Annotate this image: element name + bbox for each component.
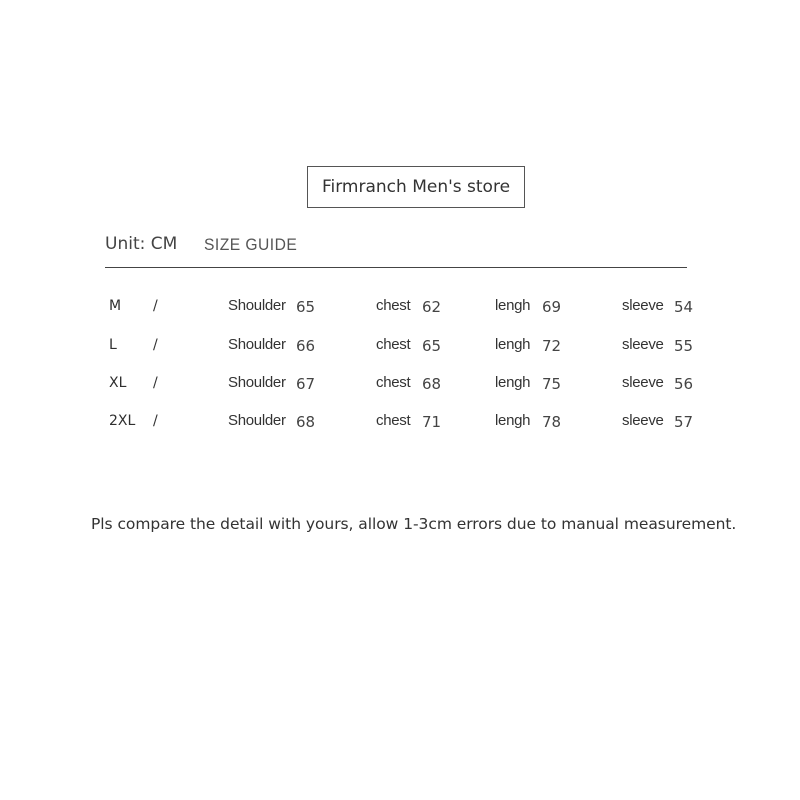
unit-label: Unit: CM: [105, 234, 178, 254]
length-value: 78: [542, 413, 562, 431]
length-value: 69: [542, 298, 562, 316]
size-name: 2XL: [109, 413, 136, 429]
chest-value: 65: [422, 337, 442, 355]
sleeve-label: sleeve: [622, 374, 664, 391]
chest-label: chest: [376, 374, 411, 391]
separator-slash: /: [153, 298, 158, 314]
measurement-note: Pls compare the detail with yours, allow 1-3cm errors due to manual measurement.: [91, 515, 737, 533]
chest-value: 62: [422, 298, 442, 316]
header-divider: [105, 267, 687, 268]
length-label: lengh: [495, 336, 531, 353]
sleeve-value: 55: [674, 337, 694, 355]
chest-label: chest: [376, 412, 411, 429]
separator-slash: /: [153, 337, 158, 353]
shoulder-value: 68: [296, 413, 316, 431]
shoulder-label: Shoulder: [228, 297, 286, 314]
shoulder-label: Shoulder: [228, 412, 286, 429]
separator-slash: /: [153, 413, 158, 429]
sleeve-label: sleeve: [622, 336, 664, 353]
chest-label: chest: [376, 336, 411, 353]
size-guide-title: SIZE GUIDE: [204, 235, 298, 254]
size-name: M: [109, 298, 122, 314]
size-row-l: [0, 333, 800, 357]
shoulder-label: Shoulder: [228, 374, 286, 391]
sleeve-label: sleeve: [622, 412, 664, 429]
shoulder-label: Shoulder: [228, 336, 286, 353]
size-row-m: [0, 294, 800, 318]
store-name-box: [307, 166, 525, 208]
separator-slash: /: [153, 375, 158, 391]
chest-value: 71: [422, 413, 442, 431]
length-label: lengh: [495, 374, 531, 391]
shoulder-value: 65: [296, 298, 316, 316]
size-name: L: [109, 337, 117, 353]
sleeve-value: 57: [674, 413, 694, 431]
size-row-2xl: [0, 409, 800, 433]
length-value: 75: [542, 375, 562, 393]
sleeve-value: 56: [674, 375, 694, 393]
shoulder-value: 67: [296, 375, 316, 393]
sleeve-value: 54: [674, 298, 694, 316]
length-label: lengh: [495, 297, 531, 314]
size-row-xl: [0, 371, 800, 395]
length-label: lengh: [495, 412, 531, 429]
length-value: 72: [542, 337, 562, 355]
shoulder-value: 66: [296, 337, 316, 355]
size-name: XL: [109, 375, 127, 391]
store-name: Firmranch Men's store: [321, 177, 511, 197]
chest-value: 68: [422, 375, 442, 393]
chest-label: chest: [376, 297, 411, 314]
sleeve-label: sleeve: [622, 297, 664, 314]
